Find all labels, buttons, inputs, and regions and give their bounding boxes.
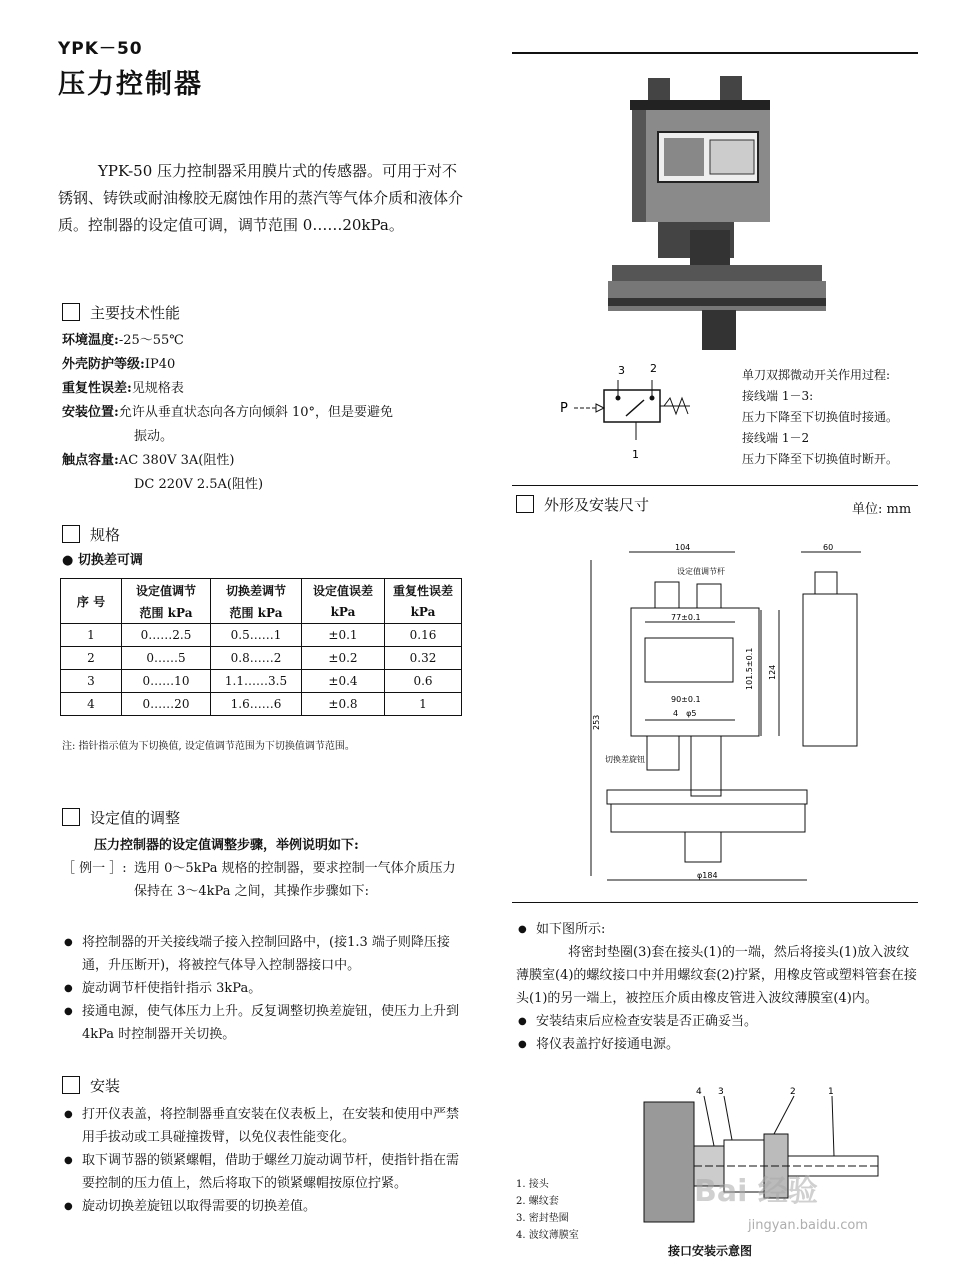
install-heading: 安装 xyxy=(62,1075,120,1096)
product-photo xyxy=(600,70,840,355)
spec-note: 注: 指针指示值为下切换值, 设定值调节范围为下切换值调节范围。 xyxy=(62,741,355,752)
tech-item: 重复性误差:见规格表 xyxy=(62,381,184,396)
terminal-3: 3 xyxy=(618,364,625,377)
list-item: ● 如下图所示: xyxy=(516,918,920,941)
section-box-icon xyxy=(62,808,80,826)
tech-item: DC 220V 2.5A(阻性) xyxy=(134,477,264,492)
fitting-caption: 接口安装示意图 xyxy=(668,1244,753,1258)
spec-heading: 规格 xyxy=(62,524,120,545)
table-header-row xyxy=(61,579,462,602)
switch-desc-line: 接线端 1－3: xyxy=(742,389,814,403)
spec-bullet: ● 切换差可调 xyxy=(62,553,143,568)
dim-253: 253 xyxy=(592,714,601,730)
section-box-icon xyxy=(516,495,534,513)
page-title: 压力控制器 xyxy=(58,69,203,100)
install-para: 将密封垫圈(3)套在接头(1)的一端，然后将接头(1)放入波纹薄膜室(4)的螺纹接口中并用螺纹套(2)拧紧，用橡皮管或塑料管套在接头(1)的另一端上，被控压介质由橡皮管进入波纹薄膜室(4)内。 xyxy=(516,945,917,1006)
table-header-cell: 设定值误差 xyxy=(302,579,385,602)
section-box-icon xyxy=(62,303,80,321)
adjust-heading: 设定值的调整 xyxy=(62,807,180,828)
dims-heading: 外形及安装尺寸 xyxy=(516,494,649,515)
table-header-cell: 切换差调节 xyxy=(211,579,302,602)
terminal-1: 1 xyxy=(632,448,639,460)
tech-item: 外壳防护等级:IP40 xyxy=(62,357,176,372)
table-header-row xyxy=(61,601,462,624)
list-item: ● 将控制器的开关接线端子接入控制回路中，(接1.3 端子则降压接通，升压断开)，将被控气体导入控制器接口中。 xyxy=(62,931,466,977)
dim-101: 101.5±0.1 xyxy=(745,647,754,690)
table-header-cell: 重复性误差 xyxy=(385,579,462,602)
table-row: 1 0……2.5 0.5……1 ±0.1 0.16 xyxy=(61,624,462,647)
tech-item: 安装位置:允许从垂直状态向各方向倾斜 10°，但是要避免 xyxy=(62,405,393,420)
list-item: ● 接通电源，使气体压力上升。反复调整切换差旋钮，使压力上升到 4kPa 时控制器开关切换。 xyxy=(62,1000,466,1046)
tech-item: 触点容量:AC 380V 3A(阻性) xyxy=(62,453,235,468)
list-item: ● 旋动调节杆使指针指示 3kPa。 xyxy=(62,977,466,1000)
spec-table xyxy=(60,578,462,716)
fitting-num-4: 4 xyxy=(696,1087,702,1097)
dim-holes: 4 φ5 xyxy=(673,709,697,718)
model-number: YPK－50 xyxy=(58,39,143,59)
dims-unit: 单位: mm xyxy=(852,502,912,517)
fitting-drawing xyxy=(634,1082,904,1240)
table-row: 3 0……10 1.1……3.5 ±0.4 0.6 xyxy=(61,670,462,693)
switch-desc-line: 压力下降至下切换值时断开。 xyxy=(742,452,899,466)
switch-symbol xyxy=(560,360,700,460)
table-header-cell: kPa xyxy=(385,601,462,624)
tech-item: 振动。 xyxy=(134,429,174,444)
dim-104: 104 xyxy=(675,543,691,552)
table-header-cell: 范围 kPa xyxy=(211,601,302,624)
dimension-drawing xyxy=(585,540,875,892)
switch-desc-line: 接线端 1－2 xyxy=(742,431,810,445)
switch-desc-line: 单刀双掷微动开关作用过程: xyxy=(742,368,891,382)
adjust-lead: 压力控制器的设定值调整步骤，举例说明如下: xyxy=(94,838,359,853)
list-item: ● 打开仪表盖，将控制器垂直安装在仪表板上，在安装和使用中严禁用手拔动或工具碰撞拨臂，以免仪表性能变化。 xyxy=(62,1103,466,1149)
p-label: P xyxy=(560,401,568,416)
watermark-url: jingyan.baidu.com xyxy=(748,1218,868,1233)
section-box-icon xyxy=(62,525,80,543)
table-header-cell: 范围 kPa xyxy=(122,601,211,624)
legend-item: 2. 螺纹套 xyxy=(516,1196,559,1207)
dim-184: φ184 xyxy=(697,871,718,880)
table-header-cell: 序 号 xyxy=(61,579,122,624)
dim-90: 90±0.1 xyxy=(671,695,701,704)
section-box-icon xyxy=(62,1076,80,1094)
switch-desc-line: 压力下降至下切换值时接通。 xyxy=(742,410,899,424)
intro-paragraph: YPK-50 压力控制器采用膜片式的传感器。可用于对不锈钢、铸铁或耐油橡胶无腐蚀作用的蒸汽等气体介质和液体介质。控制器的设定值可调，调节范围 0……20kPa。 xyxy=(58,162,464,234)
legend-item: 1. 接头 xyxy=(516,1179,549,1190)
dim-knob: 切换差旋钮 xyxy=(605,755,645,764)
notes-rule xyxy=(512,902,918,903)
table-header-cell: kPa xyxy=(302,601,385,624)
terminal-2: 2 xyxy=(650,362,657,375)
example-tag: ［ 例一 ］: xyxy=(62,861,127,876)
fitting-num-1: 1 xyxy=(828,1087,834,1097)
tech-item: 环境温度:-25～55℃ xyxy=(62,333,184,348)
legend-item: 4. 波纹薄膜室 xyxy=(516,1230,579,1241)
fitting-legend xyxy=(516,1176,579,1244)
list-item: ● 取下调节器的锁紧螺帽，借助于螺丝刀旋动调节杆，使指针指在需要控制的压力值上，然后将取下的锁紧螺帽按原位拧紧。 xyxy=(62,1149,466,1195)
dim-60: 60 xyxy=(823,543,834,552)
dim-77: 77±0.1 xyxy=(671,613,701,622)
example-text: 选用 0～5kPa 规格的控制器，要求控制一气体介质压力保持在 3～4kPa 之间，其操作步骤如下: xyxy=(134,861,456,899)
list-item: ● 安装结束后应检查安装是否正确妥当。 xyxy=(516,1010,920,1033)
tech-list xyxy=(62,329,482,497)
list-item: ● 旋动切换差旋钮以取得需要的切换差值。 xyxy=(62,1195,466,1218)
dims-rule xyxy=(512,485,918,486)
fitting-num-2: 2 xyxy=(790,1087,796,1097)
legend-item: 3. 密封垫圈 xyxy=(516,1213,569,1224)
table-row: 4 0……20 1.6……6 ±0.8 1 xyxy=(61,693,462,716)
top-rule xyxy=(512,52,918,54)
install-bullets xyxy=(62,1103,466,1218)
switch-description xyxy=(742,365,898,470)
list-item: ● 将仪表盖拧好接通电源。 xyxy=(516,1033,920,1056)
table-header-cell: 设定值调节 xyxy=(122,579,211,602)
adjust-bullets xyxy=(62,931,466,1046)
dim-124: 124 xyxy=(768,664,777,680)
table-row: 2 0……5 0.8……2 ±0.2 0.32 xyxy=(61,647,462,670)
watermark-brand: Bai 经验 xyxy=(694,1174,818,1209)
dim-rod: 设定值调节杆 xyxy=(677,567,725,576)
tech-heading: 主要技术性能 xyxy=(62,302,180,323)
fitting-num-3: 3 xyxy=(718,1087,724,1097)
right-notes xyxy=(516,918,920,1056)
